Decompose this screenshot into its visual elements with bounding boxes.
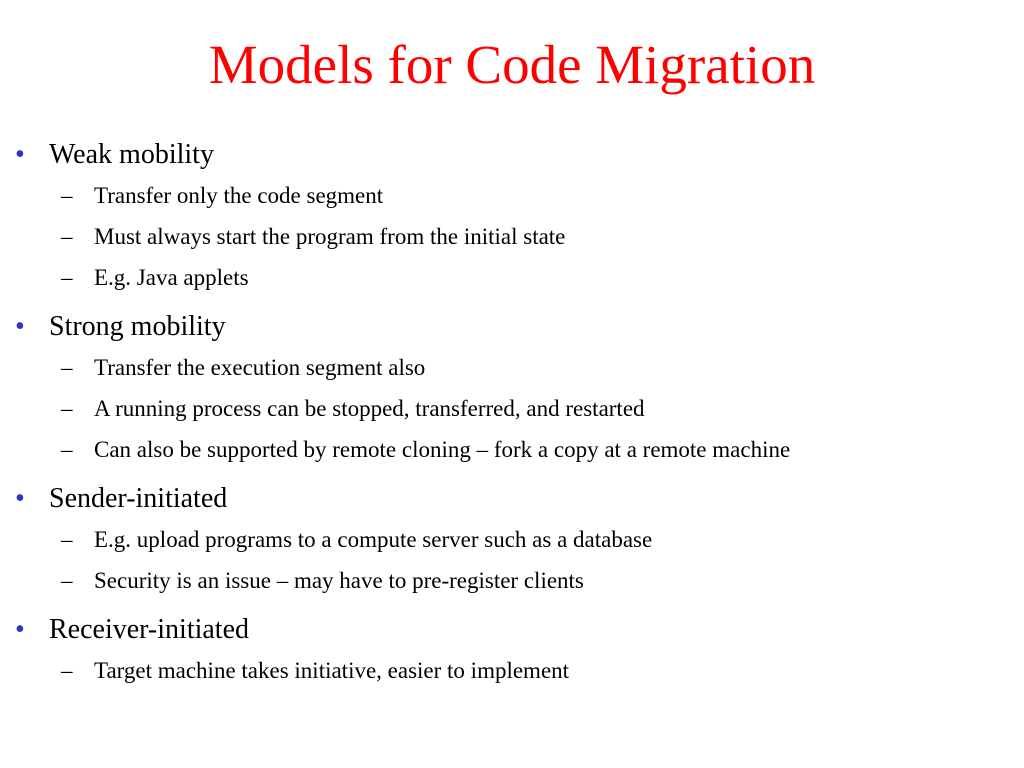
sub-marker: – (61, 224, 73, 249)
sub-item-text: Transfer only the code segment (94, 183, 384, 208)
sub-item (0, 175, 1024, 216)
sub-marker: – (61, 355, 73, 380)
sub-item (0, 257, 1024, 298)
bullet-marker: • (15, 311, 25, 342)
sub-item-text: Target machine takes initiative, easier to implement (94, 658, 570, 683)
bullet-group-weak-mobility (0, 135, 1024, 298)
sub-item (0, 560, 1024, 601)
bullet-label: Strong mobility (49, 311, 226, 342)
sub-marker: – (61, 568, 73, 593)
sub-item-text: A running process can be stopped, transferred, and restarted (94, 396, 645, 421)
bullet-label: Weak mobility (49, 139, 214, 170)
slide-title: Models for Code Migration (208, 34, 816, 95)
sub-marker: – (61, 183, 73, 208)
bullet-marker: • (15, 614, 25, 645)
sub-item-text: Security is an issue – may have to pre-register clients (94, 568, 584, 593)
sub-marker: – (61, 658, 73, 683)
sub-item-text: E.g. upload programs to a compute server such as a database (94, 527, 653, 552)
sub-item (0, 429, 1024, 470)
sub-item (0, 388, 1024, 429)
sub-item (0, 347, 1024, 388)
bullet-item (0, 479, 1024, 519)
sub-item-text: Transfer the execution segment also (94, 355, 426, 380)
slide-content (0, 135, 1024, 700)
sub-item-text: E.g. Java applets (94, 265, 249, 290)
sub-marker: – (61, 527, 73, 552)
sub-marker: – (61, 437, 73, 462)
bullet-label: Sender-initiated (49, 483, 228, 514)
bullet-label: Receiver-initiated (49, 614, 250, 645)
bullet-item (0, 135, 1024, 175)
sub-item (0, 519, 1024, 560)
bullet-marker: • (15, 139, 25, 170)
bullet-group-receiver-initiated (0, 610, 1024, 691)
sub-marker: – (61, 265, 73, 290)
bullet-marker: • (15, 483, 25, 514)
sub-item (0, 650, 1024, 691)
bullet-item (0, 610, 1024, 650)
bullet-group-strong-mobility (0, 307, 1024, 470)
sub-marker: – (61, 396, 73, 421)
sub-item-text: Must always start the program from the initial state (94, 224, 566, 249)
bullet-item (0, 307, 1024, 347)
sub-item (0, 216, 1024, 257)
sub-item-text: Can also be supported by remote cloning – fork a copy at a remote machine (94, 437, 791, 462)
bullet-group-sender-initiated (0, 479, 1024, 601)
